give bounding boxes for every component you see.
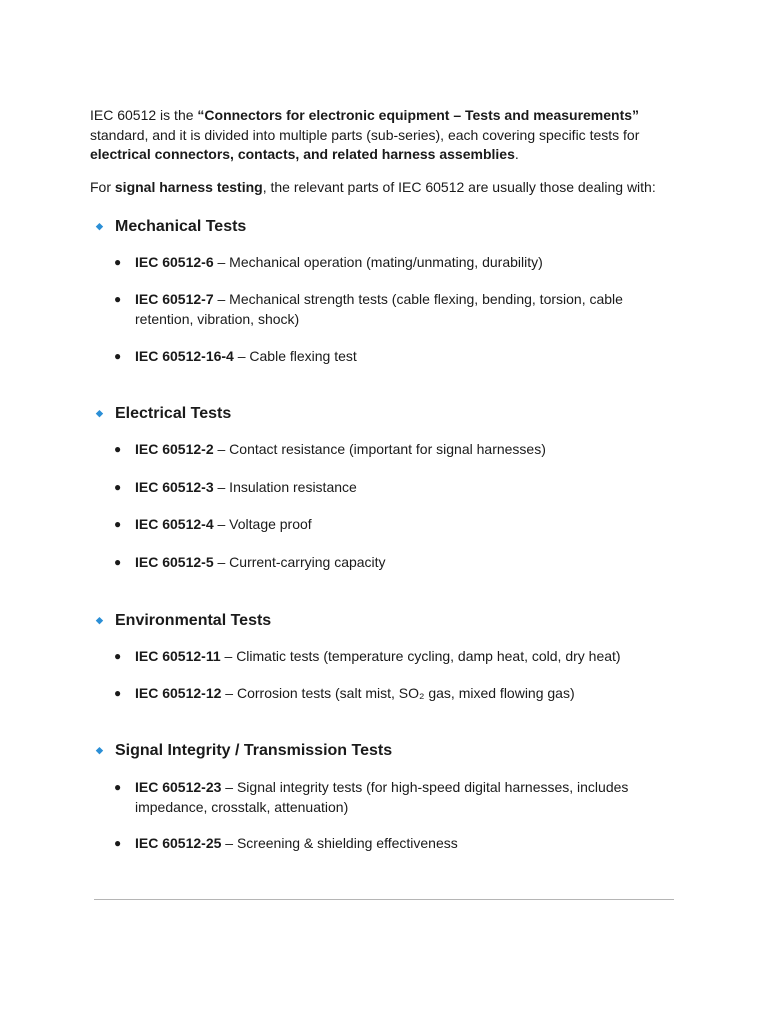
intro-text: standard, and it is divided into multiple parts (sub-series), each covering specific tests for (90, 126, 640, 143)
list-item (114, 440, 644, 460)
test-description: – Voltage proof (213, 516, 312, 532)
list-item (114, 478, 644, 498)
standard-code: IEC 60512-3 (135, 479, 214, 495)
horizontal-divider (94, 899, 674, 900)
scope-paragraph (90, 178, 690, 198)
section-title: Environmental Tests (115, 612, 272, 629)
bullet-icon: ● (114, 349, 122, 363)
standard-code: IEC 60512-11 (135, 648, 221, 664)
test-description: – Cable flexing test (233, 348, 357, 364)
standard-code: IEC 60512-16-4 (135, 348, 234, 364)
standard-code: IEC 60512-25 (135, 835, 222, 851)
list-item (114, 684, 644, 704)
intro-text: IEC 60512 is the (90, 107, 198, 123)
test-description: – Corrosion tests (salt mist, SO₂ gas, mixed flowing gas) (221, 685, 575, 701)
test-description: – Insulation resistance (213, 479, 357, 495)
intro-paragraph (90, 106, 670, 165)
list-item (114, 834, 644, 854)
bullet-icon: ● (114, 780, 122, 794)
list-item (114, 515, 644, 535)
bullet-icon: ● (114, 649, 122, 663)
blue-diamond-icon: ◆ (96, 408, 103, 418)
blue-diamond-icon: ◆ (96, 221, 103, 231)
intro-text: . (514, 146, 519, 162)
bullet-icon: ● (114, 442, 122, 456)
section-title: Mechanical Tests (115, 218, 247, 235)
list-item (114, 647, 644, 667)
standard-code: IEC 60512-2 (135, 441, 214, 457)
section-title: Signal Integrity / Transmission Tests (115, 742, 393, 759)
scope-text: For (90, 179, 115, 195)
standard-code: IEC 60512-12 (135, 685, 222, 701)
blue-diamond-icon: ◆ (96, 745, 103, 755)
section-title: Electrical Tests (115, 405, 232, 422)
bullet-icon: ● (114, 292, 122, 306)
blue-diamond-icon: ◆ (96, 615, 103, 625)
list-item (114, 553, 644, 573)
standard-code: IEC 60512-4 (135, 516, 214, 532)
bullet-icon: ● (114, 686, 122, 700)
section-heading-signal-integrity (96, 740, 392, 761)
standard-code: IEC 60512-23 (135, 779, 222, 795)
test-description: – Climatic tests (temperature cycling, damp heat, cold, dry heat) (220, 648, 621, 664)
bullet-icon: ● (114, 480, 122, 494)
bullet-icon: ● (114, 255, 122, 269)
scope-text: , the relevant parts of IEC 60512 are usually those dealing with: (262, 179, 656, 195)
list-item (114, 778, 644, 817)
test-description: – Contact resistance (important for signal harnesses) (213, 441, 546, 457)
test-description: – Current-carrying capacity (213, 554, 386, 570)
section-heading-environmental (96, 610, 271, 631)
standard-title: “Connectors for electronic equipment – Tests and measurements” (197, 107, 640, 123)
test-description: – Screening & shielding effectiveness (221, 835, 458, 851)
standard-code: IEC 60512-5 (135, 554, 214, 570)
bullet-icon: ● (114, 517, 122, 531)
standard-code: IEC 60512-7 (135, 291, 214, 307)
section-heading-electrical (96, 403, 231, 424)
bullet-icon: ● (114, 555, 122, 569)
scope-emphasis: signal harness testing (114, 179, 263, 195)
list-item (114, 290, 644, 329)
test-description: – Signal integrity tests (for high-speed digital harnesses, includes impedance, crosstalk, attenuation) (135, 779, 629, 815)
list-item (114, 347, 644, 367)
test-description: – Mechanical strength tests (cable flexing, bending, torsion, cable retention, vibration, shock) (135, 291, 623, 327)
list-item (114, 253, 644, 273)
bullet-icon: ● (114, 836, 122, 850)
standard-code: IEC 60512-6 (135, 254, 214, 270)
section-heading-mechanical (96, 216, 246, 237)
intro-emphasis: electrical connectors, contacts, and related harness assemblies (90, 146, 515, 162)
test-description: – Mechanical operation (mating/unmating, durability) (213, 254, 543, 270)
